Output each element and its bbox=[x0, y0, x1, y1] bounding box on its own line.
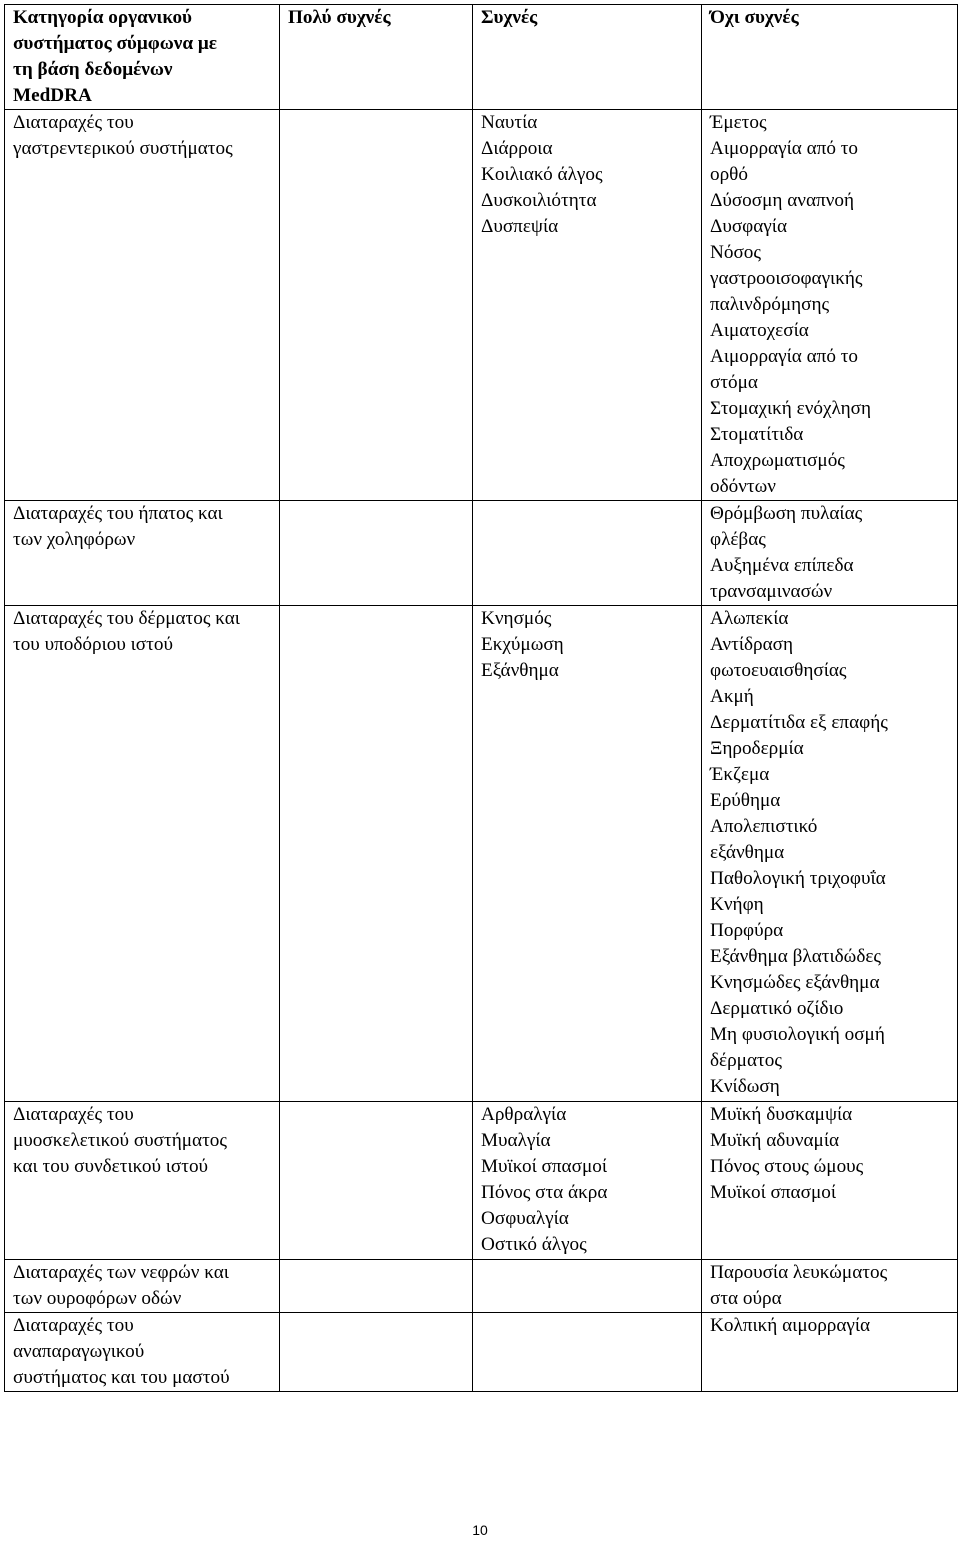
header-very-common: Πολύ συχνές bbox=[280, 5, 473, 110]
table-row-hepatobiliary bbox=[5, 501, 958, 606]
very-common-cell bbox=[280, 501, 473, 606]
common-cell bbox=[473, 1260, 702, 1313]
common-cell: Κνησμός Εκχύμωση Εξάνθημα bbox=[473, 606, 702, 1102]
table-row-skin bbox=[5, 606, 958, 1102]
very-common-cell bbox=[280, 1102, 473, 1260]
very-common-cell bbox=[280, 1313, 473, 1392]
common-cell bbox=[473, 501, 702, 606]
table-row-musculoskeletal bbox=[5, 1102, 958, 1260]
table-row-reproductive bbox=[5, 1313, 958, 1392]
table-header-row bbox=[5, 5, 958, 110]
very-common-cell bbox=[280, 110, 473, 501]
very-common-cell bbox=[280, 1260, 473, 1313]
uncommon-cell: Αλωπεκία Αντίδραση φωτοευαισθησίας Ακμή Δερματίτιδα εξ επαφής Ξηροδερμία Έκζεμα Ερύθημα Απολεπιστικό εξάνθημα Παθολογική τριχοφυΐα Κνήφη Πορφύρα Εξάνθημα βλατιδώδες Κνησμώδες εξάνθημα Δερματικό οζίδιο Μη φυσιολογική οσμή δέρματος Κνίδωση bbox=[702, 606, 958, 1102]
uncommon-cell: Θρόμβωση πυλαίας φλέβας Αυξημένα επίπεδα τρανσαμινασών bbox=[702, 501, 958, 606]
category-cell: Διαταραχές του δέρματος και του υποδόριου ιστού bbox=[5, 606, 280, 1102]
header-uncommon: Όχι συχνές bbox=[702, 5, 958, 110]
uncommon-cell: Μυϊκή δυσκαμψία Μυϊκή αδυναμία Πόνος στους ώμους Μυϊκοί σπασμοί bbox=[702, 1102, 958, 1260]
common-cell bbox=[473, 1313, 702, 1392]
common-cell: Ναυτία Διάρροια Κοιλιακό άλγος Δυσκοιλιότητα Δυσπεψία bbox=[473, 110, 702, 501]
adverse-reactions-table bbox=[4, 4, 958, 1392]
header-common: Συχνές bbox=[473, 5, 702, 110]
uncommon-cell: Έμετος Αιμορραγία από το ορθό Δύσοσμη αναπνοή Δυσφαγία Νόσος γαστροοισοφαγικής παλινδρόμησης Αιματοχεσία Αιμορραγία από το στόμα Στομαχική ενόχληση Στοματίτιδα Αποχρωματισμός οδόντων bbox=[702, 110, 958, 501]
category-cell: Διαταραχές του μυοσκελετικού συστήματος και του συνδετικού ιστού bbox=[5, 1102, 280, 1260]
very-common-cell bbox=[280, 606, 473, 1102]
page-number: 10 bbox=[472, 1522, 488, 1538]
category-cell: Διαταραχές του αναπαραγωγικού συστήματος και του μαστού bbox=[5, 1313, 280, 1392]
table-row-gastrointestinal bbox=[5, 110, 958, 501]
category-cell: Διαταραχές του ήπατος και των χοληφόρων bbox=[5, 501, 280, 606]
category-cell: Διαταραχές των νεφρών και των ουροφόρων οδών bbox=[5, 1260, 280, 1313]
uncommon-cell: Παρουσία λευκώματος στα ούρα bbox=[702, 1260, 958, 1313]
table-row-renal bbox=[5, 1260, 958, 1313]
uncommon-cell: Κολπική αιμορραγία bbox=[702, 1313, 958, 1392]
common-cell: Αρθραλγία Μυαλγία Μυϊκοί σπασμοί Πόνος στα άκρα Οσφυαλγία Οστικό άλγος bbox=[473, 1102, 702, 1260]
header-category: Κατηγορία οργανικού συστήματος σύμφωνα με τη βάση δεδομένων MedDRA bbox=[5, 5, 280, 110]
category-cell: Διαταραχές του γαστρεντερικού συστήματος bbox=[5, 110, 280, 501]
